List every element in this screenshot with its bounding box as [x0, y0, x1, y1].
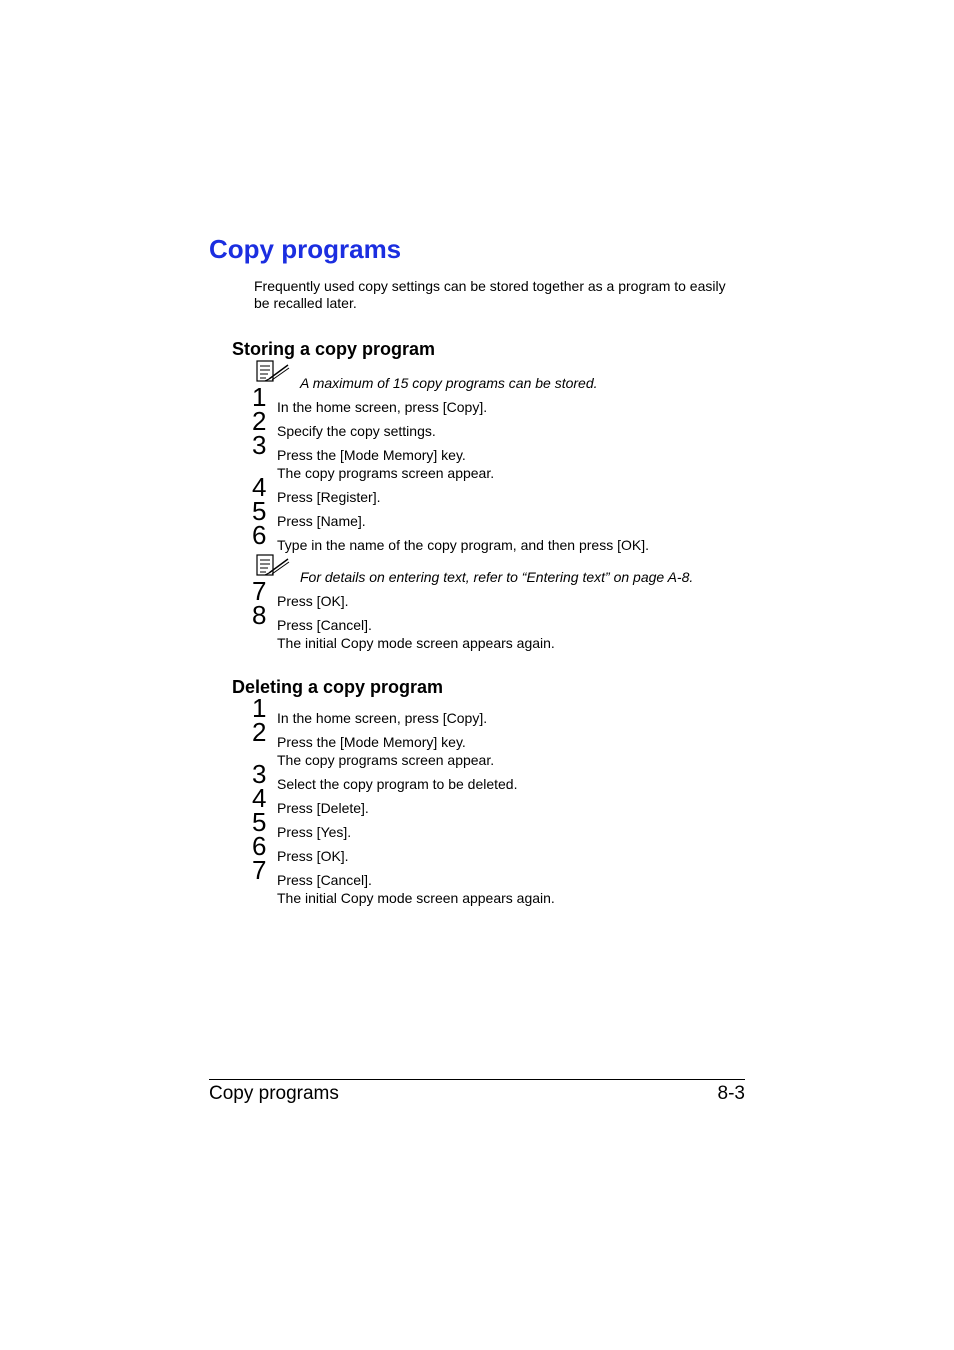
step-number: 6	[252, 831, 267, 861]
step-number: 8	[252, 600, 267, 630]
intro-paragraph	[254, 278, 754, 312]
step-text: Press the [Mode Memory] key.	[277, 734, 466, 750]
step-subtext: The initial Copy mode screen appears again.	[277, 890, 555, 906]
step-number: 2	[252, 717, 267, 747]
step-text: In the home screen, press [Copy].	[277, 399, 488, 415]
step-text-block	[277, 446, 494, 482]
step-number: 1	[252, 693, 267, 723]
step-number: 7	[252, 576, 267, 606]
footer-divider	[209, 1079, 745, 1080]
step-text: Press [OK].	[277, 593, 349, 609]
intro-line-2: be recalled later.	[254, 295, 357, 311]
step-text: In the home screen, press [Copy].	[277, 710, 488, 726]
section-heading-deleting: Deleting a copy program	[232, 677, 444, 697]
step-number: 4	[252, 783, 267, 813]
step-text-block	[277, 871, 555, 907]
note-text: A maximum of 15 copy programs can be stored.	[300, 375, 598, 391]
step-text: Press [OK].	[277, 848, 349, 864]
step-text: Press [Name].	[277, 513, 366, 529]
step-text: Press [Cancel].	[277, 872, 372, 888]
step-subtext: The copy programs screen appear.	[277, 752, 495, 768]
note-text: For details on entering text, refer to “Entering text” on page A-8.	[300, 569, 694, 585]
step-text-block	[277, 616, 555, 652]
step-text: Press [Register].	[277, 489, 381, 505]
footer-page-number: 8-3	[717, 1083, 745, 1104]
step-text: Press [Yes].	[277, 824, 352, 840]
step-subtext: The initial Copy mode screen appears again.	[277, 635, 555, 651]
step-number: 1	[252, 382, 267, 412]
step-number: 2	[252, 406, 267, 436]
step-text: Type in the name of the copy program, and then press [OK].	[277, 537, 649, 553]
step-number: 5	[252, 496, 267, 526]
step-text: Press [Cancel].	[277, 617, 372, 633]
section-heading-storing: Storing a copy program	[232, 339, 436, 359]
step-number: 3	[252, 759, 267, 789]
step-number: 7	[252, 855, 267, 885]
step-text: Press [Delete].	[277, 800, 369, 816]
step-number: 3	[252, 430, 267, 460]
step-text-block	[277, 733, 494, 769]
step-number: 4	[252, 472, 267, 502]
step-text: Press the [Mode Memory] key.	[277, 447, 466, 463]
page-title: Copy programs	[209, 234, 402, 264]
step-number: 5	[252, 807, 267, 837]
step-subtext: The copy programs screen appear.	[277, 465, 495, 481]
intro-line-1: Frequently used copy settings can be stored together as a program to easily	[254, 278, 726, 294]
step-text: Specify the copy settings.	[277, 423, 436, 439]
step-number: 6	[252, 520, 267, 550]
step-text: Select the copy program to be deleted.	[277, 776, 518, 792]
footer-section-title: Copy programs	[209, 1083, 339, 1104]
